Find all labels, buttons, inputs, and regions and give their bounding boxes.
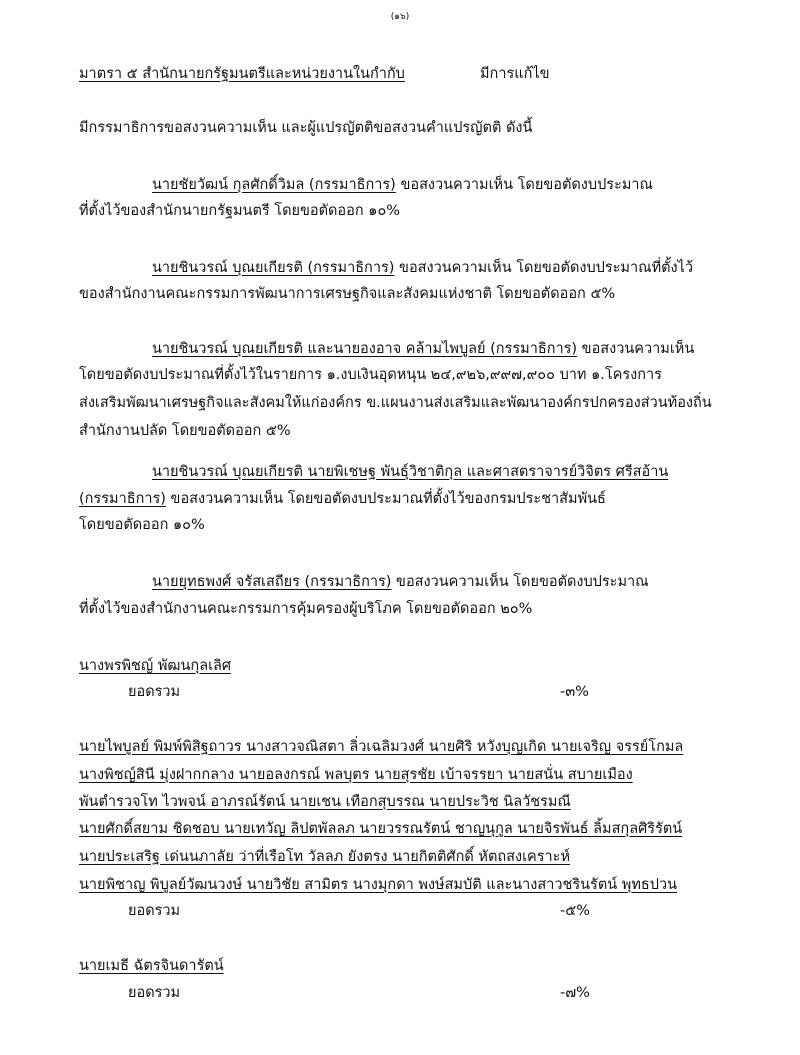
proposer-group-2-total-label: ยอดรวม [128, 903, 181, 919]
proposer-group-2-name: นางพิชญ์สินี มุ่งฝากกลาง นายอลงกรณ์ พลบุตร นายสุรชัย เบ้าจรรยา นายสนั่น สบายเมือง [79, 767, 633, 783]
section-heading: มาตรา ๕ สำนักนายกรัฐมนตรีและหน่วยงานในกำกับ [79, 66, 405, 82]
proposer-group-1-total-value: -๓% [560, 684, 589, 700]
entry-3-first-rest: ขอสงวนความเห็น [577, 341, 695, 357]
entry-3-line: โดยขอตัดงบประมาณที่ตั้งไว้ในรายการ ๑.งบเงินอุดหนุน ๒๔,๙๒๖,๙๙๗,๙๐๐ บาท ๑.โครงการ [79, 367, 662, 383]
proposer-group-1-name: นางพรพิชญ์ พัฒนกุลเลิศ [79, 658, 232, 674]
entry-1-name: นายชัยวัฒน์ กุลศักดิ์วิมล (กรรมาธิการ) [152, 177, 396, 193]
proposer-group-2-name: นายไพบูลย์ พิมพ์พิสิฐถาวร นางสาวจณิสตา ลิ่วเฉลิมวงศ์ นายศิริ หวังบุญเกิด นายเจริญ จรรย์โกมล [79, 739, 684, 755]
entry-4-name-cont: (กรรมาธิการ) [79, 491, 166, 507]
entry-3-first-line [152, 340, 694, 358]
proposer-group-2-name: นายศักดิ์สยาม ชิดชอบ นายเทวัญ ลิปตพัลลภ นายวรรณรัตน์ ชาญนุกูล นายจิรพันธ์ ลิ้มสกุลศิริรัตน์ [79, 821, 683, 837]
proposer-group-1-total-label: ยอดรวม [128, 684, 181, 700]
proposer-group-2-name: นายประเสริฐ เด่นนภาลัย ว่าที่เรือโท วัลลภ ยังตรง นายกิตติศักดิ์ หัตถสงเคราะห์ [79, 849, 571, 865]
entry-4-name: นายชินวรณ์ บุณยเกียรติ นายพิเชษฐ พันธุ์วิชาติกุล และศาสตราจารย์วิจิตร ศรีสอ้าน [152, 464, 669, 480]
entry-2-line: ของสำนักงานคณะกรรมการพัฒนาการเศรษฐกิจและสังคมแห่งชาติ โดยขอตัดออก ๕% [79, 286, 616, 302]
page-number: (๑๖) [390, 12, 410, 22]
entry-3-name: นายชินวรณ์ บุณยเกียรติ และนายองอาจ คล้ามไพบูลย์ (กรรมาธิการ) [152, 341, 578, 357]
entry-5-first-line [152, 573, 649, 591]
entry-3-line: สำนักงานปลัด โดยขอตัดออก ๕% [79, 423, 291, 439]
proposer-group-3-total-label: ยอดรวม [128, 985, 181, 1001]
proposer-group-2-total-value: -๕% [560, 903, 590, 919]
entry-2-first-rest: ขอสงวนความเห็น โดยขอตัดงบประมาณที่ตั้งไว้ [394, 260, 694, 276]
entry-4-second-line [79, 490, 606, 508]
proposer-group-3-total-value: -๗% [560, 985, 590, 1001]
entry-4-line: โดยขอตัดออก ๑๐% [79, 517, 205, 533]
entry-5-name: นายยุทธพงศ์ จรัสเสถียร (กรรมาธิการ) [152, 574, 392, 590]
proposer-group-2-name: นายพิชาญ พิบูลย์วัฒนวงษ์ นายวิชัย สามิตร นางมุกดา พงษ์สมบัติ และนางสาวชรินรัตน์ พุทธปวน [79, 877, 677, 893]
entry-1-first-rest: ขอสงวนความเห็น โดยขอตัดงบประมาณ [395, 177, 654, 193]
intro-text: มีกรรมาธิการขอสงวนความเห็น และผู้แปรญัตติขอสงวนคำแปรญัตติ ดังนี้ [79, 120, 533, 136]
entry-3-line: ส่งเสริมพัฒนาเศรษฐกิจและสังคมให้แก่องค์กร ข.แผนงานส่งเสริมและพัฒนาองค์กรปกครองส่วนท้องถิ่น [79, 395, 712, 411]
entry-4-second-rest: ขอสงวนความเห็น โดยขอตัดงบประมาณที่ตั้งไว้ของกรมประชาสัมพันธ์ [165, 491, 606, 507]
entry-2-first-line [152, 259, 693, 277]
entry-1-line: ที่ตั้งไว้ของสำนักนายกรัฐมนตรี โดยขอตัดออก ๑๐% [79, 203, 401, 219]
proposer-group-2-name: พันตำรวจโท ไวพจน์ อาภรณ์รัตน์ นายเชน เทือกสุบรรณ นายประวิช นิลวัชรมณี [79, 794, 571, 810]
entry-2-name: นายชินวรณ์ บุณยเกียรติ (กรรมาธิการ) [152, 260, 395, 276]
section-status: มีการแก้ไข [480, 66, 550, 82]
entry-5-line: ที่ตั้งไว้ของสำนักงานคณะกรรมการคุ้มครองผู้บริโภค โดยขอตัดออก ๒๐% [79, 601, 533, 617]
proposer-group-3-name: นายเมธี ฉัตรจินดารัตน์ [79, 958, 224, 974]
entry-5-first-rest: ขอสงวนความเห็น โดยขอตัดงบประมาณ [391, 574, 649, 590]
entry-1-first-line [152, 176, 653, 194]
